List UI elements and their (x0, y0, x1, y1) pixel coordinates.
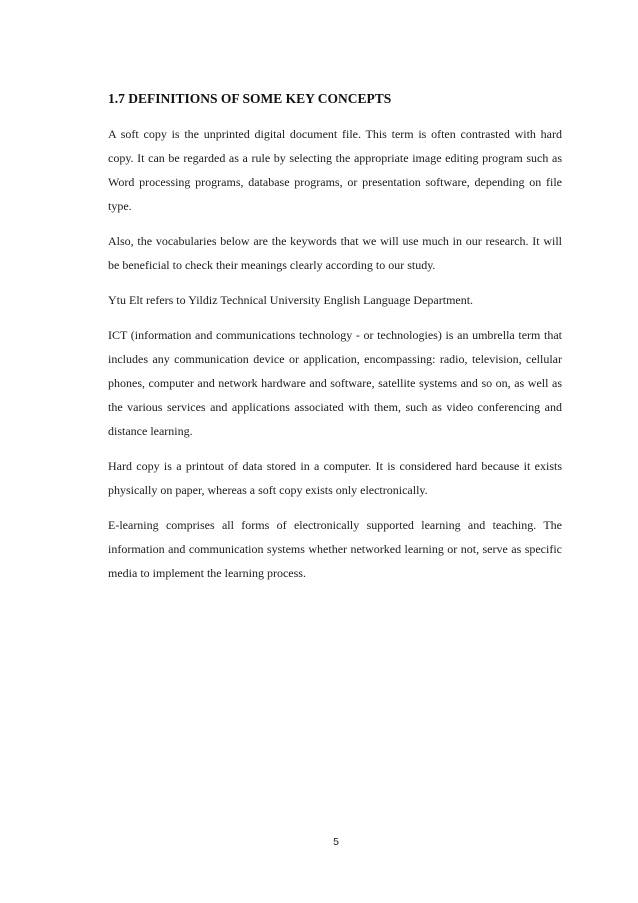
paragraph-ytu-elt: Ytu Elt refers to Yildiz Technical University English Language Department. (108, 293, 474, 307)
page-number: 5 (333, 836, 339, 848)
paragraph-e-learning: E-learning comprises all forms of electronically supported learning and teaching. The information and communication systems whether networked learning or not, serve as specific media to implement the learning process. (108, 518, 562, 580)
section-heading: 1.7 DEFINITIONS OF SOME KEY CONCEPTS (108, 91, 392, 106)
paragraph-vocabularies: Also, the vocabularies below are the keywords that we will use much in our research. It will be beneficial to check their meanings clearly according to our study. (108, 234, 562, 272)
paragraph-ict: ICT (information and communications technology - or technologies) is an umbrella term that includes any communication device or application, encompassing: radio, television, cellular phones, computer and network hardware and software, satellite systems and so on, as well as the various services and applications associated with them, such as video conferencing and distance learning. (108, 328, 562, 438)
page-content (108, 89, 562, 596)
paragraph-hard-copy: Hard copy is a printout of data stored in a computer. It is considered hard because it exists physically on paper, whereas a soft copy exists only electronically. (108, 459, 562, 497)
paragraph-soft-copy: A soft copy is the unprinted digital document file. This term is often contrasted with hard copy. It can be regarded as a rule by selecting the appropriate image editing program such as Word processing programs, database programs, or presentation software, depending on file type. (108, 127, 562, 213)
